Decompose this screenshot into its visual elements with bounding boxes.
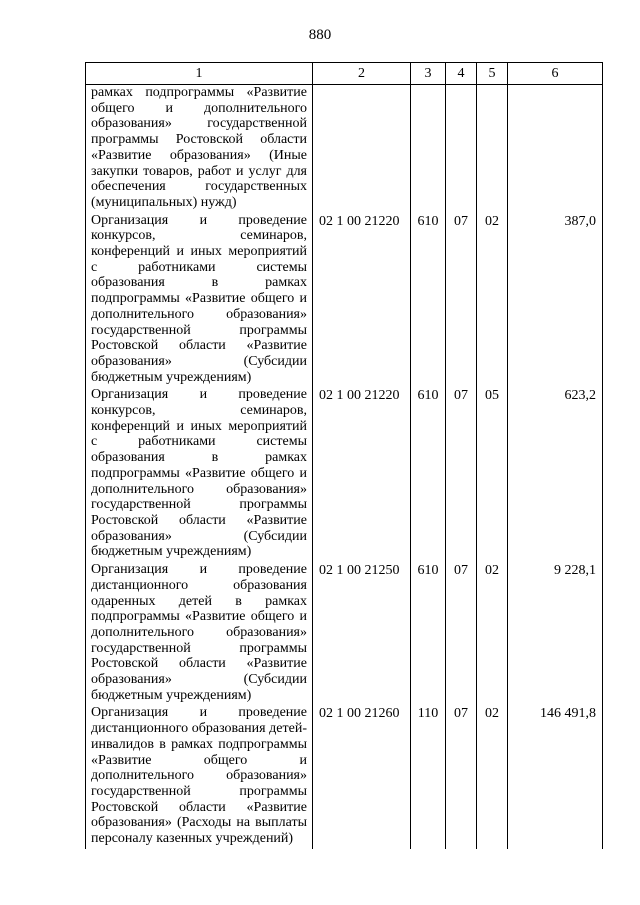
amount: 623,2 — [508, 387, 603, 562]
header-col-2: 2 — [313, 63, 411, 85]
expense-type: 610 — [411, 387, 446, 562]
subsection: 02 — [477, 213, 508, 388]
section: 07 — [446, 213, 477, 388]
header-row — [86, 63, 603, 85]
target-code: 02 1 00 21260 — [313, 705, 411, 848]
expense-type: 610 — [411, 562, 446, 705]
expense-name: Организация и проведение дистанционного образования одаренных детей в рамках подпрограммы «Развитие общего и дополнительного образования» государственной программы Ростовской области «Развитие образования» (Субсидии бюджетным учреждениям) — [86, 562, 313, 705]
expense-type: 610 — [411, 213, 446, 388]
section: 07 — [446, 562, 477, 705]
budget-table — [85, 62, 603, 849]
continuation-text: рамках подпрограммы «Развитие общего и дополнительного образования» государственной программы Ростовской области «Развитие образования» (Иные закупки товаров, работ и услуг для обеспечения государственных (муниципальных) нужд) — [86, 85, 313, 213]
amount: 146 491,8 — [508, 705, 603, 848]
header-col-1: 1 — [86, 63, 313, 85]
header-col-3: 3 — [411, 63, 446, 85]
header-col-6: 6 — [508, 63, 603, 85]
subsection: 02 — [477, 705, 508, 848]
target-code: 02 1 00 21220 — [313, 213, 411, 388]
table-row — [86, 387, 603, 562]
expense-name: Организация и проведение конкурсов, семинаров, конференций и иных мероприятий с работниками системы образования в рамках подпрограммы «Развитие общего и дополнительного образования» государственной программы Ростовской области «Развитие образования» (Субсидии бюджетным учреждениям) — [86, 213, 313, 388]
expense-type: 110 — [411, 705, 446, 848]
header-col-4: 4 — [446, 63, 477, 85]
expense-name: Организация и проведение дистанционного образования детей-инвалидов в рамках подпрограммы «Развитие общего и дополнительного образования» государственной программы Ростовской области «Развитие образования» (Расходы на выплаты персоналу казенных учреждений) — [86, 705, 313, 848]
table-row — [86, 85, 603, 213]
target-code: 02 1 00 21220 — [313, 387, 411, 562]
subsection: 02 — [477, 562, 508, 705]
section: 07 — [446, 705, 477, 848]
subsection: 05 — [477, 387, 508, 562]
amount: 9 228,1 — [508, 562, 603, 705]
section: 07 — [446, 387, 477, 562]
amount: 387,0 — [508, 213, 603, 388]
table-row — [86, 562, 603, 705]
table-row — [86, 213, 603, 388]
table-row — [86, 705, 603, 848]
target-code: 02 1 00 21250 — [313, 562, 411, 705]
header-col-5: 5 — [477, 63, 508, 85]
page-number: 880 — [308, 27, 332, 43]
expense-name: Организация и проведение конкурсов, семинаров, конференций и иных мероприятий с работниками системы образования в рамках подпрограммы «Развитие общего и дополнительного образования» государственной программы Ростовской области «Развитие образования» (Субсидии бюджетным учреждениям) — [86, 387, 313, 562]
